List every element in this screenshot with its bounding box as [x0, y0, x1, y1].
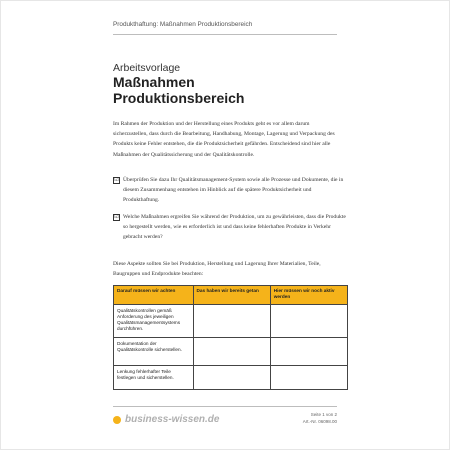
aspects-paragraph: Diese Aspekte sollten Sie bei Produktion, Herstellung und Lagerung Ihrer Materialien, Teile, Baugruppen und Endprodukte beachten: [113, 261, 321, 278]
table-cell-input[interactable] [193, 338, 270, 366]
footer-divider [113, 406, 337, 407]
table-row [114, 366, 348, 390]
checkbox-icon: ☑ [114, 177, 119, 183]
table-cell-input[interactable] [193, 366, 270, 390]
table-cell: Qualitätskontrollen gemäß Anforderung des jeweiligen Qualitätsmanagementsystems durchführen. [114, 305, 194, 338]
title-line-1: Maßnahmen [113, 74, 195, 90]
table-row [114, 338, 348, 366]
checkbox-icon: ☑ [114, 214, 119, 220]
table-header-cell: Das haben wir bereits getan [193, 286, 270, 305]
table-cell: Dokumentation der Qualitätskontrolle sicherstellen. [114, 338, 194, 366]
checklist-item-text: Welche Maßnahmen ergreifen Sie während der Produktion, um zu gewährleisten, dass die Produkte so hergestellt werden, wie es erforderlich ist und dass keine fehlerhaften Produkte in Verkehr gebracht werden? [123, 214, 346, 241]
footer-meta [303, 411, 337, 425]
table-row [114, 305, 348, 338]
logo-dot-icon [113, 416, 121, 424]
running-header: Produkthaftung: Maßnahmen Produktionsbereich [113, 21, 253, 28]
checklist-item [113, 175, 348, 206]
table-cell-input[interactable] [270, 366, 347, 390]
checklist-item-text: Überprüfen Sie dazu Ihr Qualitätsmanagement-System sowie alle Prozesse und Dokumente, die in diesem Zusammenhang entstehen im Hinblick auf die spätere Produktsicherheit und Produkthaftung. [123, 177, 344, 204]
logo-text: business-wissen.de [125, 414, 220, 425]
document-subtitle: Arbeitsvorlage [113, 62, 181, 74]
table-cell: Lenkung fehlerhafter Teile festlegen und sicherstellen. [114, 366, 194, 390]
document-title [113, 75, 353, 106]
brand-logo [113, 414, 219, 425]
table-header-row [114, 286, 348, 305]
intro-paragraph: Im Rahmen der Produktion und der Herstellung eines Produkts geht es vor allem darum sicherzustellen, dass durch die Bearbeitung, Handhabung, Montage, Lagerung und Verpackung des Produkts keine Fehler entstehen, die die Produktsicherheit gefährden. Entscheidend sind hier alle Maßnahmen der Qualitätssicherung und der Qualitätskontrolle. [113, 121, 335, 158]
table-cell-input[interactable] [270, 338, 347, 366]
checklist-item [113, 212, 348, 243]
article-number: Art.-Nr. 06098.00 [302, 419, 337, 424]
table-cell-input[interactable] [193, 305, 270, 338]
table-header-cell: Hier müssen wir noch aktiv werden [270, 286, 347, 305]
measures-table [113, 285, 348, 390]
table-header-cell: Darauf müssen wir achten [114, 286, 194, 305]
title-line-2: Produktionsbereich [113, 89, 245, 106]
page-number: Seite 1 von 2 [310, 412, 337, 417]
header-divider [113, 34, 337, 35]
table-cell-input[interactable] [270, 305, 347, 338]
